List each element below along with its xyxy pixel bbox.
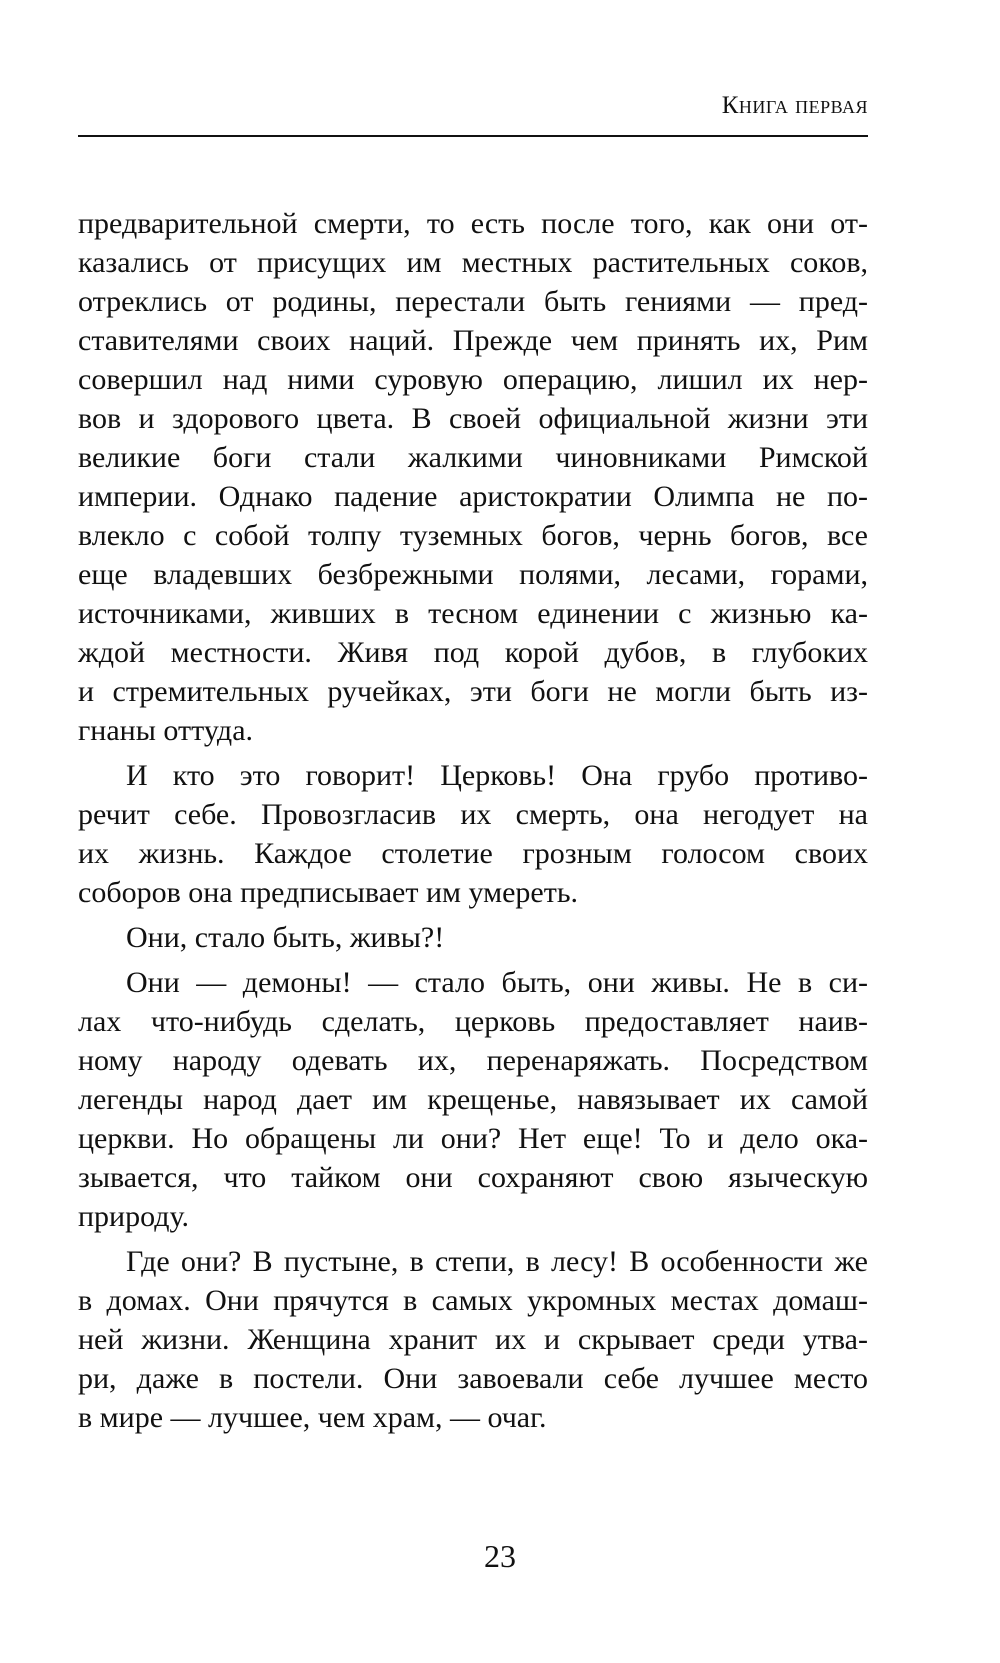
body-text: [78, 204, 868, 1437]
text-line: казались от присущих им местных растительных соков,: [78, 246, 868, 279]
text-line: ждой местности. Живя под корой дубов, в глубоких: [78, 636, 868, 669]
text-line: и стремительных ручейках, эти боги не могли быть из-: [78, 675, 868, 708]
text-line: Они, стало быть, живы?!: [126, 921, 445, 954]
text-line: источниками, живших в тесном единении с жизнью ка-: [78, 597, 868, 630]
text-line: зывается, что тайком они сохраняют свою языческую: [78, 1161, 868, 1194]
text-line: соборов она предписывает им умереть.: [78, 876, 578, 909]
paragraph: [78, 756, 868, 912]
paragraph: [78, 918, 868, 957]
paragraph: [78, 963, 868, 1236]
text-line: в домах. Они прячутся в самых укромных местах домаш-: [78, 1284, 868, 1317]
text-line: ному народу одевать их, перенаряжать. Посредством: [78, 1044, 868, 1077]
text-line: ней жизни. Женщина хранит их и скрывает среди утва-: [78, 1323, 868, 1356]
text-line: вов и здорового цвета. В своей официальной жизни эти: [78, 402, 868, 435]
paragraph: [78, 204, 868, 750]
text-line: в мире — лучшее, чем храм, — очаг.: [78, 1401, 547, 1434]
text-line: влекло с собой толпу туземных богов, чернь богов, все: [78, 519, 868, 552]
text-line: предварительной смерти, то есть после того, как они от-: [78, 207, 868, 240]
text-line: отреклись от родины, перестали быть гениями — пред-: [78, 285, 868, 318]
text-line: лах что-нибудь сделать, церковь предоставляет наив-: [78, 1005, 868, 1038]
text-line: совершил над ними суровую операцию, лишил их нер-: [78, 363, 868, 396]
text-line: еще владевших безбрежными полями, лесами, горами,: [78, 558, 868, 591]
page-number: 23: [484, 1538, 516, 1574]
text-line: великие боги стали жалкими чиновниками Римской: [78, 441, 868, 474]
text-line: ри, даже в постели. Они завоевали себе лучшее место: [78, 1362, 868, 1395]
text-line: речит себе. Провозгласив их смерть, она негодует на: [78, 798, 868, 831]
text-line: церкви. Но обращены ли они? Нет еще! То и дело ока-: [78, 1122, 868, 1155]
text-line: гнаны оттуда.: [78, 714, 254, 747]
text-line: природу.: [78, 1200, 190, 1233]
text-line: Они — демоны! — стало быть, они живы. Не в си-: [126, 966, 868, 999]
text-line: Где они? В пустыне, в степи, в лесу! В особенности же: [126, 1245, 868, 1278]
text-line: империи. Однако падение аристократии Олимпа не по-: [78, 480, 868, 513]
text-line: И кто это говорит! Церковь! Она грубо противо-: [126, 759, 868, 792]
text-line: их жизнь. Каждое столетие грозным голосом своих: [78, 837, 868, 870]
running-head: Книга первая: [721, 92, 868, 119]
text-line: легенды народ дает им крещенье, навязывает их самой: [78, 1083, 868, 1116]
text-line: ставителями своих наций. Прежде чем принять их, Рим: [78, 324, 868, 357]
header-rule: [78, 135, 868, 137]
paragraph: [78, 1242, 868, 1437]
